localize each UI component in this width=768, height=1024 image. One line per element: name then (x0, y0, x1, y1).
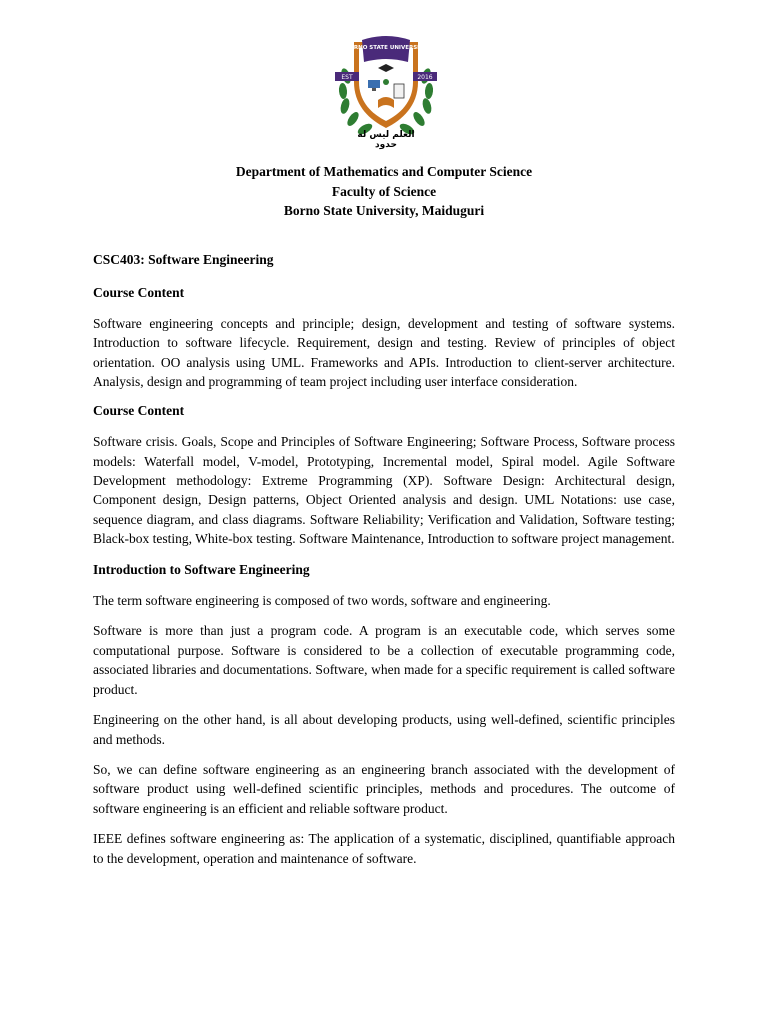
department-name: Department of Mathematics and Computer Science (235, 164, 533, 179)
logo-motto: العلم ليس له حدود (357, 130, 415, 150)
section-paragraph: Engineering on the other hand, is all about developing products, using well-defined, scientific principles and methods. (93, 712, 675, 747)
section-heading-course-content: Course Content (93, 402, 185, 418)
section-heading-course-content: Course Content (93, 284, 185, 300)
document-header (0, 162, 768, 221)
section-paragraph: Software is more than just a program code. A program is an executable code, which serves some computational purpose. Software is considered to be a collection of executable programming code, associated libraries and documentations. Software, when made for a specific requirement is called software product. (93, 623, 675, 697)
logo-university-name: BORNO STATE UNIVERSITY (345, 45, 427, 51)
computer-icon (368, 80, 380, 88)
section-paragraph: Software engineering concepts and principle; design, development and testing of software systems. Introduction to software lifecycle. Requirement, design and testing. Review of principles of object orientation. OO analysis using UML. Frameworks and APIs. Introduction to client-server architecture. Analysis, design and programming of team project including user interface consideration. (93, 316, 675, 390)
section-heading-introduction: Introduction to Software Engineering (93, 561, 310, 577)
section-paragraph: Software crisis. Goals, Scope and Principles of Software Engineering; Software Process, Software process models: Waterfall model, V-model, Prototyping, Incremental model, Spiral model. Agile Software Development methodology: Extreme Programming (XP). Software Design: Architectural design, Component design, Design patterns, Object Oriented analysis and design. UML Notations: use case, sequence diagram, and class diagrams. Software Reliability; Verification and Validation, Software testing; Black-box testing, White-box testing. Software Maintenance, Introduction to software project management. (93, 434, 675, 547)
document-icon (394, 84, 404, 98)
university-name: Borno State University, Maiduguri (283, 203, 485, 218)
svg-text:2016: 2016 (417, 74, 433, 81)
section-paragraph: IEEE defines software engineering as: The application of a systematic, disciplined, quantifiable approach to the development, operation and maintenance of software. (93, 831, 675, 866)
svg-text:EST: EST (341, 74, 353, 81)
faculty-name: Faculty of Science (331, 183, 437, 199)
section-paragraph: The term software engineering is composed of two words, software and engineering. (93, 593, 551, 609)
course-title: CSC403: Software Engineering (93, 252, 274, 267)
document-body (93, 250, 675, 868)
section-paragraph: So, we can define software engineering as an engineering branch associated with the development of software product using well-defined scientific principles, methods and procedures. The outcome of software engineering is an efficient and reliable software product. (93, 761, 675, 816)
